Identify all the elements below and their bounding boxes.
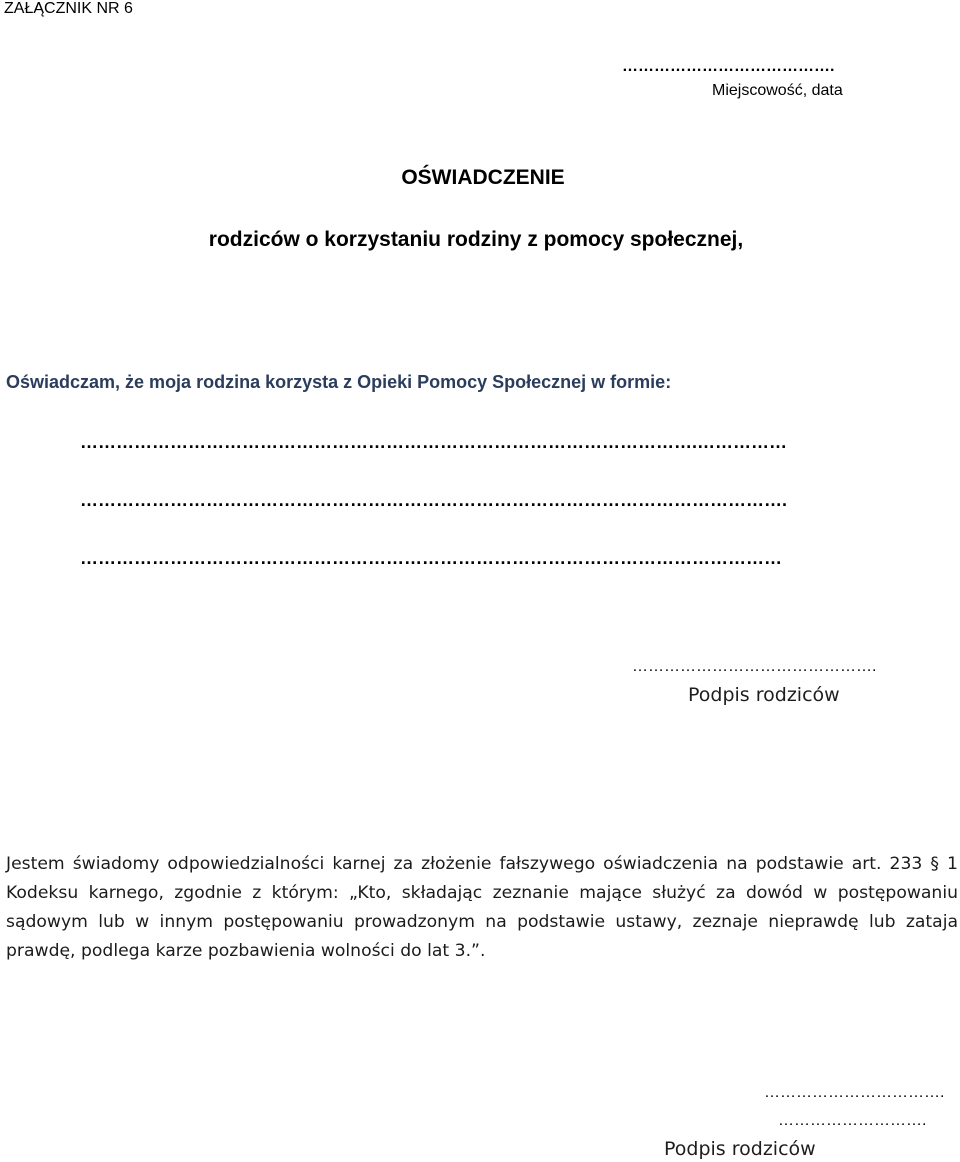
place-date-blank[interactable]: …………………………………. [622, 58, 835, 75]
legal-notice: Jestem świadomy odpowiedzialności karnej za złożenie fałszywego oświadczenia na podstawie art. 233 § 1 Kodeksu karnego, zgodnie z którym: „Kto, składając zeznanie mające służyć za dowód w postępowaniu sądowym lub w innym postępowaniu prowadzonym na podstawie ustawy, zeznaje nieprawdę lub zataja prawdę, podlega karze pozbawienia wolności do lat 3.”. [6, 854, 958, 961]
signature-1-blank[interactable]: ………………………………………. [632, 658, 877, 675]
fill-line-2[interactable]: ………………………………………………………………………………………………………. [80, 490, 788, 510]
signature-1-label: Podpis rodziców [688, 684, 840, 706]
declaration-intro: Oświadczam, że moja rodzina korzysta z Opieki Pomocy Społecznej w formie: [6, 372, 672, 392]
place-date-label: Miejscowość, data [712, 82, 843, 99]
fill-line-3[interactable]: ……………………………………………………………………………………………………… [80, 548, 782, 568]
fill-line-1[interactable]: ………………………………………………………………………………………….…………… [80, 432, 788, 452]
signature-2-blank-line-2[interactable]: ………………………. [778, 1112, 927, 1129]
document-title: OŚWIADCZENIE [401, 166, 565, 189]
document-subtitle: rodziców o korzystaniu rodziny z pomocy społecznej, [208, 228, 744, 251]
annex-number: ZAŁĄCZNIK NR 6 [4, 0, 133, 17]
signature-2-label: Podpis rodziców [664, 1138, 816, 1160]
signature-2-blank-line-1[interactable]: ……………………………. [764, 1084, 945, 1101]
